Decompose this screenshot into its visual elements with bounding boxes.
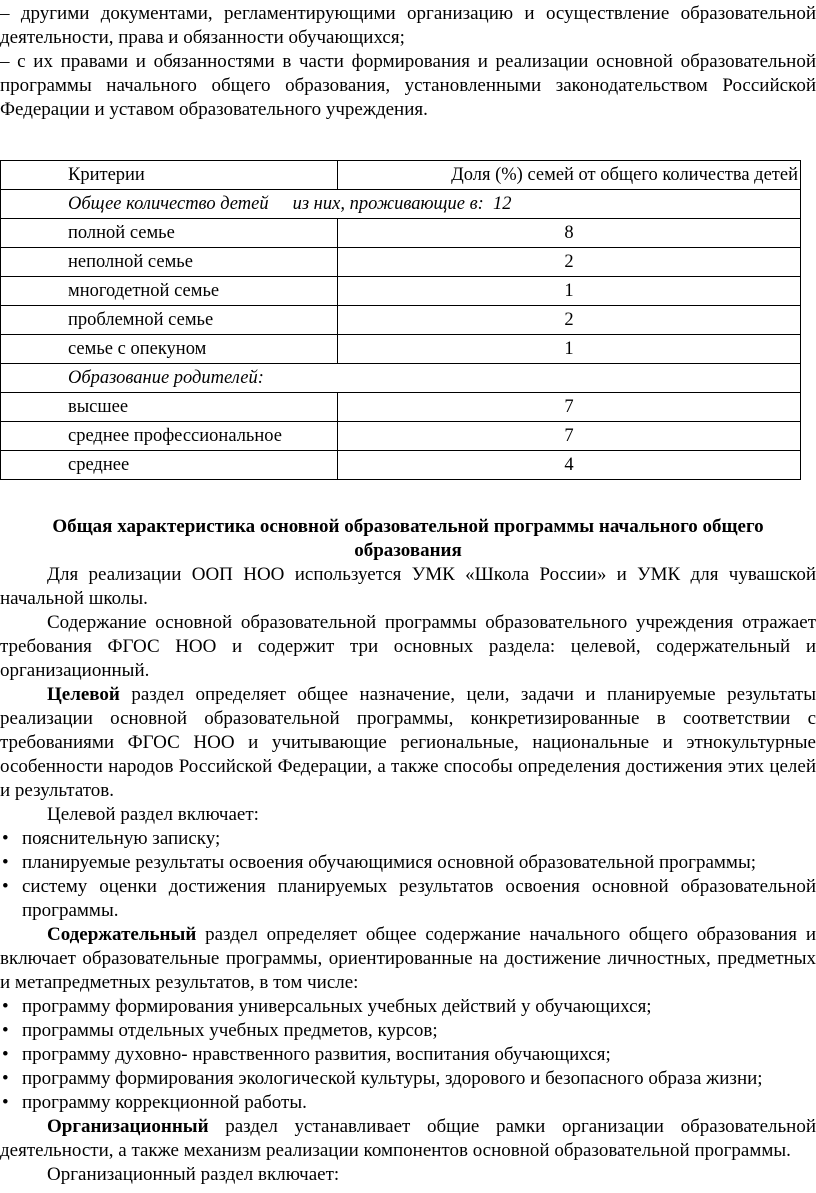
target-list xyxy=(0,827,816,923)
content-term: Содержательный xyxy=(47,924,197,945)
org-term: Организационный xyxy=(47,1116,209,1137)
row-label: среднее профессиональное xyxy=(1,422,338,451)
table-row xyxy=(1,248,801,277)
program-overview-section xyxy=(0,515,816,1187)
bullet-icon: • xyxy=(2,1092,9,1113)
paragraph-target xyxy=(0,683,816,803)
row-label: неполной семье xyxy=(1,248,338,277)
section-title: Общая характеристика основной образовательной программы начального общего образования xyxy=(52,516,764,561)
intro-paragraph-1: – другими документами, регламентирующими организацию и осуществление образовательной деятельности, права и обязанности обучающихся; xyxy=(0,3,816,48)
section-parent-education-row xyxy=(1,364,801,393)
total-children-label: Общее количество детей xyxy=(68,194,269,214)
row-value: 7 xyxy=(338,393,801,422)
total-children-sub: из них, проживающие в: xyxy=(292,194,484,214)
list-item: • программу духовно- нравственного развития, воспитания обучающихся; xyxy=(2,1044,611,1065)
table-row xyxy=(1,306,801,335)
table-row xyxy=(1,393,801,422)
row-label: семье с опекуном xyxy=(1,335,338,364)
list-item: • пояснительную записку; xyxy=(2,828,221,849)
row-value: 1 xyxy=(338,335,801,364)
table-row xyxy=(1,451,801,480)
paragraph-umk: Для реализации ООП НОО используется УМК «Школа России» и УМК для чувашской начальной школы. xyxy=(0,564,816,609)
target-text: раздел определяет общее назначение, цели, задачи и планируемые результаты реализации основной образовательной программы, конкретизированные в соответствии с требованиями ФГОС НОО и учитывающие региональные, национальные и этнокультурные особенности народов Российской Федерации, а также способы определения достижения этих целей и результатов. xyxy=(0,684,816,801)
row-value: 1 xyxy=(338,277,801,306)
table-row xyxy=(1,335,801,364)
table-row xyxy=(1,277,801,306)
org-text: раздел устанавливает общие рамки организации образовательной деятельности, а также механизм реализации компонентов основной образовательной программы. xyxy=(0,1116,816,1161)
parent-education-label: Образование родителей: xyxy=(1,364,801,393)
table-header-row xyxy=(1,161,801,190)
intro-paragraph-2: – с их правами и обязанностями в части формирования и реализации основной образовательной программы начального общего образования, установленными законодательством Российской Федерации и уставом образовательного учреждения. xyxy=(0,51,816,120)
table-row xyxy=(1,422,801,451)
paragraph-org-section xyxy=(0,1115,816,1163)
target-term: Целевой xyxy=(47,684,120,705)
row-label: многодетной семье xyxy=(1,277,338,306)
content-list xyxy=(0,995,816,1115)
row-label: проблемной семье xyxy=(1,306,338,335)
paragraph-org-includes: Организационный раздел включает: xyxy=(47,1164,340,1185)
row-value: 4 xyxy=(338,451,801,480)
row-value: 8 xyxy=(338,219,801,248)
bullet-icon: • xyxy=(2,1044,9,1065)
family-criteria-table xyxy=(0,160,801,480)
row-label: среднее xyxy=(1,451,338,480)
table-row xyxy=(1,219,801,248)
paragraph-content-section xyxy=(0,923,816,995)
paragraph-content: Содержание основной образовательной программы образовательного учреждения отражает требования ФГОС НОО и содержит три основных раздела: целевой, содержательный и организационный. xyxy=(0,612,816,681)
intro-block xyxy=(0,2,816,122)
list-item: • программу коррекционной работы. xyxy=(2,1092,307,1113)
bullet-icon: • xyxy=(2,1068,9,1089)
total-children-value: 12 xyxy=(493,194,512,214)
bullet-icon: • xyxy=(2,828,9,849)
row-value: 2 xyxy=(338,248,801,277)
bullet-icon: • xyxy=(2,1020,9,1041)
section-total-children-row xyxy=(1,190,801,219)
row-value: 2 xyxy=(338,306,801,335)
row-label: высшее xyxy=(1,393,338,422)
header-share: Доля (%) семей от общего количества детей xyxy=(338,161,801,190)
row-label: полной семье xyxy=(1,219,338,248)
header-criteria: Критерии xyxy=(1,161,338,190)
bullet-icon: • xyxy=(2,996,9,1017)
paragraph-target-includes: Целевой раздел включает: xyxy=(47,804,259,825)
list-item: • планируемые результаты освоения обучающимися основной образовательной программы; xyxy=(2,852,756,873)
row-value: 7 xyxy=(338,422,801,451)
list-item: • систему оценки достижения планируемых результатов освоения основной образовательной программы. xyxy=(2,876,816,921)
content-text: раздел определяет общее содержание начального общего образования и включает образовательные программы, ориентированные на достижение личностных, предметных и метапредметных результатов, в том числе: xyxy=(0,924,816,993)
list-item: • программу формирования экологической культуры, здорового и безопасного образа жизни; xyxy=(2,1068,763,1089)
list-item: • программы отдельных учебных предметов, курсов; xyxy=(2,1020,438,1041)
bullet-icon: • xyxy=(2,852,9,873)
list-item: • программу формирования универсальных учебных действий у обучающихся; xyxy=(2,996,652,1017)
bullet-icon: • xyxy=(2,876,9,897)
